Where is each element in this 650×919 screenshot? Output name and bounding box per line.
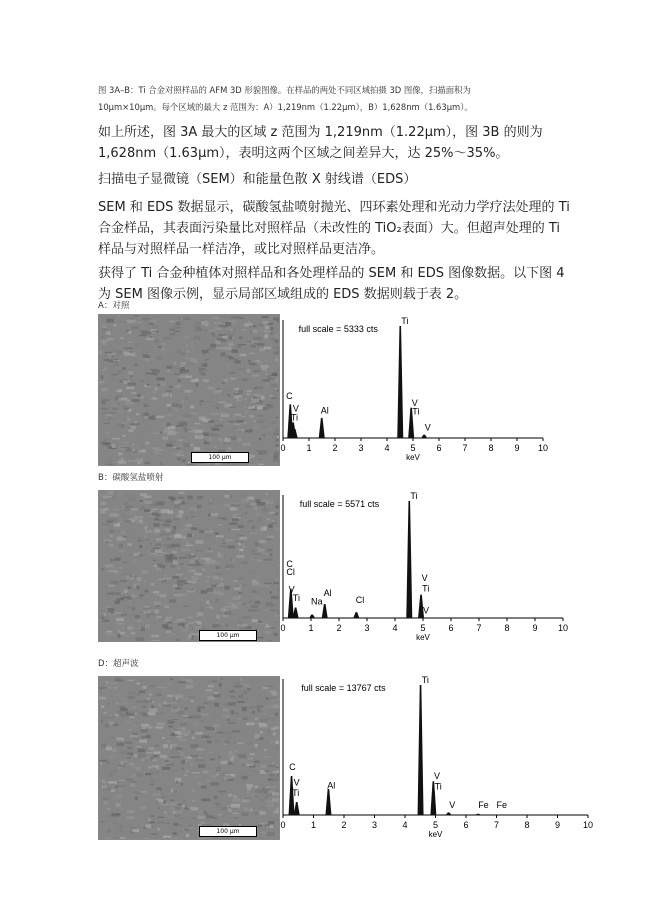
x-axis-label: keV <box>406 453 420 462</box>
peak-label: Al <box>327 780 336 791</box>
spectrum-peak <box>475 814 481 815</box>
x-tick-label: 3 <box>371 820 378 830</box>
x-tick-label: 9 <box>532 623 538 633</box>
x-tick-label: 6 <box>463 820 469 830</box>
spectrum-peak <box>325 789 331 815</box>
x-tick-label: 7 <box>493 820 500 830</box>
peak-label: Ti <box>292 788 300 799</box>
x-tick-label: 10 <box>557 623 569 633</box>
peak-label: Fe <box>478 799 489 810</box>
peak-label: V <box>293 777 300 788</box>
peak-label: C <box>289 762 296 773</box>
peak-label: Ti <box>434 781 442 792</box>
eds-spectrum-b <box>280 489 575 644</box>
paragraph-2: SEM 和 EDS 数据显示，碳酸氢盐喷射抛光、四环素处理和光动力学疗法处理的 Ti 合金样品，其表面污染量比对照样品（未改性的 TiO₂表面）大。但超声处理的 Ti 样品与对照样品一样洁净，或比对照样品更洁净。 <box>98 200 570 257</box>
x-tick-label: 1 <box>310 820 317 830</box>
paragraph-1: 如上所述，图 3A 最大的区域 z 范围为 1,219nm（1.22μm），图 3B 的则为 1,628nm（1.63μm），表明这两个区域之间差异大，达 25%～35%。 <box>98 125 543 161</box>
x-tick-label: 10 <box>582 820 594 830</box>
x-tick-label: 4 <box>384 443 390 453</box>
spectrum-peak <box>353 612 359 618</box>
x-tick-label: 2 <box>336 623 342 633</box>
spectrum-peak <box>418 685 424 815</box>
x-tick-label: 0 <box>280 623 286 633</box>
spectrum-peak <box>406 501 412 618</box>
paragraph-3: 获得了 Ti 合金种植体对照样品和各处理样品的 SEM 和 EDS 图像数据。以下图 4 为 SEM 图像示例，显示局部区域组成的 EDS 数据则载于表 2。 <box>98 266 565 302</box>
spectrum-title: full scale = 13767 cts <box>301 683 386 693</box>
spectrum-title: full scale = 5333 cts <box>298 324 378 334</box>
panel-b-label: B：碳酸氢盐喷射 <box>98 473 164 483</box>
x-tick-label: 8 <box>488 443 494 453</box>
sem-texture <box>99 491 279 641</box>
x-tick-label: 1 <box>306 443 312 453</box>
x-tick-label: 2 <box>332 443 338 453</box>
x-tick-label: 7 <box>476 623 482 633</box>
figure-caption-line-2: 10μm×10μm。每个区域的最大 z 范围为：A）1,219nm（1.22μm），B）1,628nm（1.63μm）。 <box>98 102 473 112</box>
peak-label: Ti <box>421 675 429 685</box>
x-axis-label: keV <box>428 830 443 839</box>
peak-label: C <box>286 391 293 402</box>
spectrum-peak <box>319 418 325 438</box>
peak-label: Ti <box>290 412 298 423</box>
section-heading: 扫描电子显微镜（SEM）和能量色散 X 射线谱（EDS） <box>98 172 417 187</box>
peak-label: V <box>421 572 428 583</box>
x-tick-label: 3 <box>358 443 364 453</box>
peak-label: Cl <box>286 567 295 578</box>
peak-label: Ti <box>401 316 409 326</box>
peak-label: V <box>411 397 418 408</box>
sem-image-a <box>98 314 280 466</box>
x-tick-label: 10 <box>537 443 549 453</box>
spectrum-title: full scale = 5571 cts <box>299 499 380 509</box>
sem-image-b <box>98 490 280 642</box>
x-tick-label: 7 <box>462 443 468 453</box>
peak-label: Al <box>320 405 329 416</box>
figure-caption-line-1: 图 3A–B：Ti 合金对照样品的 AFM 3D 形貌图像。在样品的两处不同区域拍摄 3D 图像，扫描面积为 <box>98 85 471 95</box>
spectrum-peak <box>294 802 300 815</box>
x-tick-label: 9 <box>514 443 520 453</box>
sem-image-d <box>98 676 280 840</box>
peak-label: V <box>433 771 440 782</box>
peak-label: C <box>286 558 293 569</box>
peak-label: Na <box>311 596 323 607</box>
spectrum-peak <box>397 326 403 438</box>
x-tick-label: 5 <box>432 820 439 830</box>
peak-label: Ti <box>412 406 420 417</box>
scale-bar-a: 100 μm <box>191 452 249 463</box>
x-tick-label: 9 <box>554 820 561 830</box>
peak-label: V <box>292 403 299 414</box>
x-tick-label: 0 <box>280 820 286 830</box>
spectrum-peak <box>446 812 452 815</box>
panel-d-label: D：超声波 <box>98 659 139 669</box>
x-tick-label: 8 <box>504 623 510 633</box>
spectrum-peak <box>421 435 427 438</box>
x-tick-label: 6 <box>436 443 442 453</box>
sem-texture <box>99 315 279 465</box>
peak-label: V <box>423 605 430 616</box>
spectrum-peak <box>293 607 299 618</box>
x-tick-label: 4 <box>402 820 408 830</box>
x-tick-label: 3 <box>364 623 370 633</box>
x-tick-label: 4 <box>392 623 398 633</box>
panel-a-label: A：对照 <box>98 301 130 311</box>
peak-label: Ti <box>292 592 300 603</box>
scale-bar-d: 100 μm <box>199 826 257 837</box>
eds-spectrum-a <box>280 314 555 464</box>
peak-label: V <box>288 584 295 595</box>
x-tick-label: 0 <box>280 443 286 453</box>
x-tick-label: 6 <box>448 623 454 633</box>
x-tick-label: 5 <box>420 623 426 633</box>
eds-spectrum-d <box>280 673 600 841</box>
peak-label: Fe <box>496 799 508 810</box>
peak-label: V <box>424 422 431 433</box>
x-axis-label: keV <box>416 633 430 642</box>
x-tick-label: 5 <box>410 443 416 453</box>
peak-label: Al <box>323 588 332 599</box>
x-tick-label: 2 <box>341 820 347 830</box>
x-tick-label: 1 <box>308 623 314 633</box>
x-tick-label: 8 <box>524 820 530 830</box>
scale-bar-b: 100 μm <box>199 630 257 641</box>
peak-label: Ti <box>410 491 418 501</box>
peak-label: V <box>449 799 456 810</box>
spectrum-peak <box>322 604 328 618</box>
figure-caption <box>98 82 568 116</box>
peak-label: Ti <box>422 583 430 594</box>
sem-texture <box>99 677 279 839</box>
peak-label: Cl <box>355 595 365 606</box>
spectrum-peak <box>309 614 315 618</box>
